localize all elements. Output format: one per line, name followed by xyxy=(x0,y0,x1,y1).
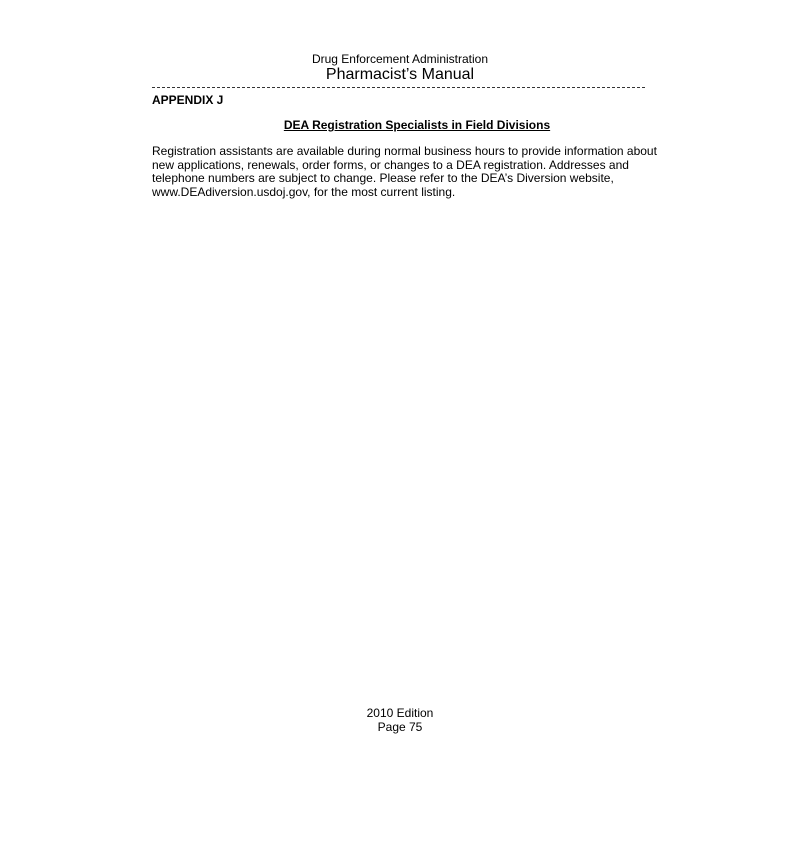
header-organization: Drug Enforcement Administration xyxy=(311,52,489,66)
appendix-label: APPENDIX J xyxy=(152,93,224,107)
page-footer xyxy=(0,706,800,734)
body-line: www.DEAdiversion.usdoj.gov, for the most current listing. xyxy=(152,184,456,199)
body-paragraph xyxy=(152,144,657,199)
footer-edition: 2010 Edition xyxy=(366,706,434,720)
body-line: new applications, renewals, order forms, or changes to a DEA registration. Addresses and xyxy=(152,157,629,172)
footer-page-number: Page 75 xyxy=(377,720,423,734)
body-line: Registration assistants are available during normal business hours to provide information about xyxy=(152,144,657,158)
section-title: DEA Registration Specialists in Field Divisions xyxy=(283,118,551,132)
body-line: telephone numbers are subject to change. Please refer to the DEA’s Diversion website, xyxy=(152,171,614,185)
header-title: Pharmacist’s Manual xyxy=(325,66,475,83)
header-divider xyxy=(152,87,645,88)
